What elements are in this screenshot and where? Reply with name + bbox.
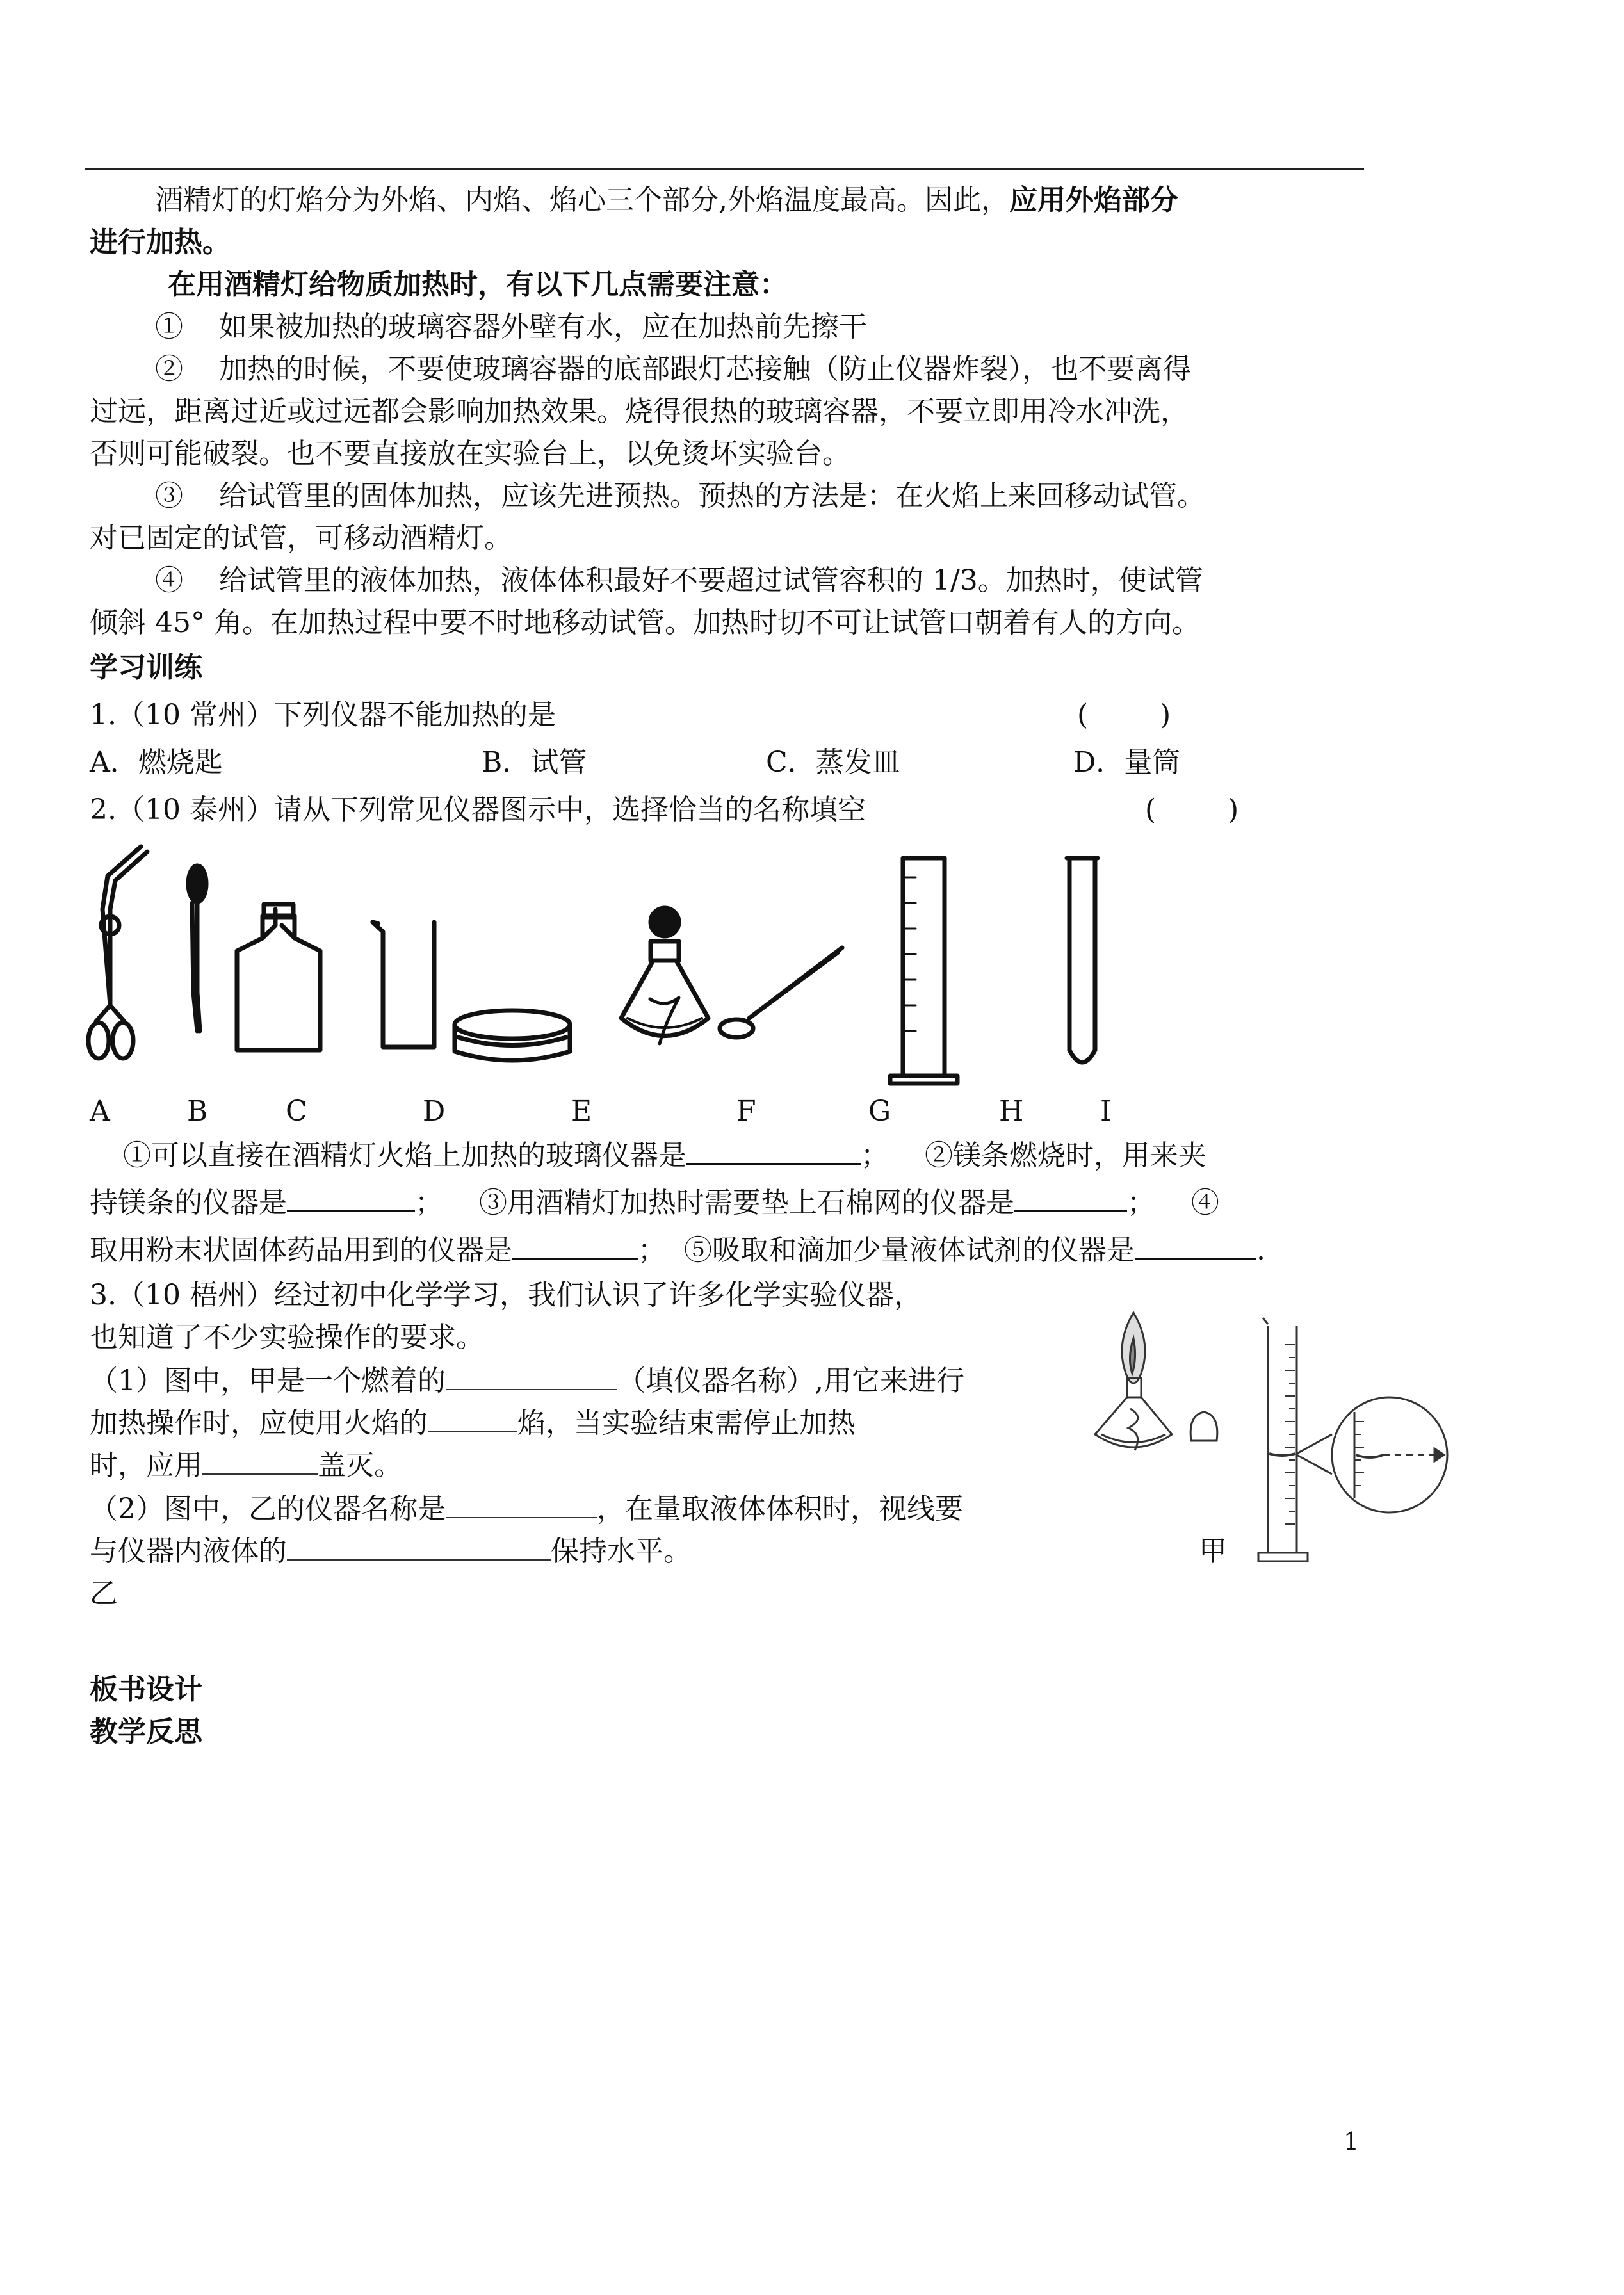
- question-3-line-1: 3.（10 梧州）经过初中化学学习，我们认识了许多化学实验仪器，: [90, 1279, 922, 1311]
- burning-alcohol-lamp-icon: [1095, 1313, 1172, 1450]
- lamp-and-cylinder-figure: [1076, 1306, 1486, 1575]
- notice-item-3-line-2: 对已固定的试管，可移动酒精灯。: [90, 522, 512, 555]
- question-3-line-7: 与仪器内液体的 保持水平。: [90, 1530, 692, 1573]
- answer-blank-7[interactable]: [428, 1403, 517, 1432]
- label-d: D: [423, 1095, 446, 1128]
- question-1-answer-paren: ( ): [1077, 699, 1171, 731]
- measuring-cylinder-icon: [1258, 1318, 1308, 1561]
- question-1-option-a: A．燃烧匙: [90, 746, 223, 779]
- answer-blank-2[interactable]: [287, 1182, 415, 1212]
- notice-item-2-line-2: 过远，距离过近或过远都会影响加热效果。烧得很热的玻璃容器，不要立即用冷水冲洗，: [90, 395, 1189, 428]
- question-1-option-c: C．蒸发皿: [766, 746, 900, 779]
- notice-item-4-line-1: ④ 给试管里的液体加热，液体体积最好不要超过试管容积的 1/3。加热时，使试管: [155, 564, 1203, 597]
- label-g: G: [868, 1095, 891, 1128]
- label-a: A: [90, 1095, 110, 1128]
- answer-blank-9[interactable]: [446, 1489, 597, 1518]
- notice-item-1: ① 如果被加热的玻璃容器外壁有水，应在加热前先擦干: [155, 311, 867, 343]
- question-2-line-1: ①可以直接在酒精灯火焰上加热的玻璃仪器是 ； ②镁条燃烧时，用来夹: [123, 1135, 1206, 1177]
- question-3-line-6: （2）图中，乙的仪器名称是 ，在量取液体体积时，视线要: [90, 1488, 963, 1530]
- label-e: E: [571, 1095, 592, 1128]
- answer-blank-4[interactable]: [512, 1229, 638, 1260]
- question-3-line-4: 加热操作时，应使用火焰的 焰，当实验结束需停止加热: [90, 1402, 856, 1445]
- label-i: I: [1100, 1095, 1112, 1128]
- notice-item-3-line-1: ③ 给试管里的固体加热，应该先进预热。预热的方法是：在火焰上来回移动试管。: [155, 480, 1205, 512]
- label-h: H: [999, 1095, 1024, 1128]
- notice-item-4-line-2: 倾斜 45° 角。在加热过程中要不时地移动试管。加热时切不可让试管口朝着有人的方向。: [90, 606, 1200, 639]
- question-3-line-2: 也知道了不少实验操作的要求。: [90, 1321, 484, 1354]
- question-2-line-3: 取用粉末状固体药品用到的仪器是 ； ⑤吸取和滴加少量液体试剂的仪器是 .: [90, 1229, 1265, 1272]
- label-jia: 甲: [1199, 1535, 1227, 1568]
- notice-item-2-line-1: ② 加热的时候，不要使玻璃容器的底部跟灯芯接触（防止仪器炸裂），也不要离得: [155, 353, 1191, 385]
- answer-blank-1[interactable]: [686, 1135, 861, 1165]
- reagent-bottle-icon: [237, 904, 320, 1050]
- question-2-line-2: 持镁条的仪器是 ； ③用酒精灯加热时需要垫上石棉网的仪器是 ； ④: [90, 1182, 1219, 1224]
- page-number: 1: [1344, 2127, 1360, 2155]
- label-f: F: [736, 1095, 756, 1128]
- lamp-cap-icon: [1190, 1412, 1217, 1441]
- label-c: C: [286, 1095, 307, 1128]
- crucible-tongs-icon: [88, 847, 147, 1058]
- question-3-line-3: （1）图中，甲是一个燃着的 （填仪器名称）,用它来进行: [90, 1360, 964, 1402]
- test-tube-icon: [1067, 858, 1098, 1062]
- beaker-icon: [373, 922, 434, 1047]
- magnified-scale-icon: [1297, 1397, 1447, 1512]
- alcohol-lamp-icon: [621, 908, 708, 1044]
- notice-heading: 在用酒精灯给物质加热时，有以下几点需要注意：: [168, 268, 788, 301]
- apparatus-figure: [77, 832, 1153, 1089]
- spoon-icon: [720, 948, 842, 1037]
- dropper-icon: [188, 866, 206, 1031]
- intro-line-1: 酒精灯的灯焰分为外焰、内焰、焰心三个部分,外焰温度最高。因此，应用外焰部分: [155, 184, 1178, 216]
- evaporating-dish-icon: [455, 1010, 570, 1060]
- answer-blank-5[interactable]: [1135, 1229, 1256, 1260]
- label-b: B: [187, 1095, 208, 1128]
- header-rule: [85, 168, 1364, 170]
- question-1: 1.（10 常州）下列仪器不能加热的是: [90, 699, 556, 731]
- notice-item-2-line-3: 否则可能破裂。也不要直接放在实验台上，以免烫坏实验台。: [90, 437, 850, 470]
- answer-blank-8[interactable]: [202, 1445, 318, 1475]
- question-1-option-b: B．试管: [482, 746, 587, 779]
- practice-title: 学习训练: [90, 651, 202, 684]
- question-3-line-5: 时，应用 盖灭。: [90, 1445, 402, 1487]
- graduated-cylinder-icon: [890, 858, 957, 1083]
- question-1-option-d: D．量筒: [1073, 746, 1181, 779]
- intro-line-2: 进行加热。: [90, 226, 231, 259]
- answer-blank-3[interactable]: [1014, 1182, 1127, 1212]
- board-design-title: 板书设计: [90, 1673, 202, 1706]
- question-2-answer-paren: ( ): [1145, 793, 1239, 826]
- teaching-reflection-title: 教学反思: [90, 1715, 202, 1748]
- answer-blank-10[interactable]: [287, 1531, 551, 1561]
- label-yi: 乙: [90, 1577, 118, 1610]
- question-2: 2.（10 泰州）请从下列常见仪器图示中，选择恰当的名称填空: [90, 793, 866, 826]
- answer-blank-6[interactable]: [446, 1361, 617, 1390]
